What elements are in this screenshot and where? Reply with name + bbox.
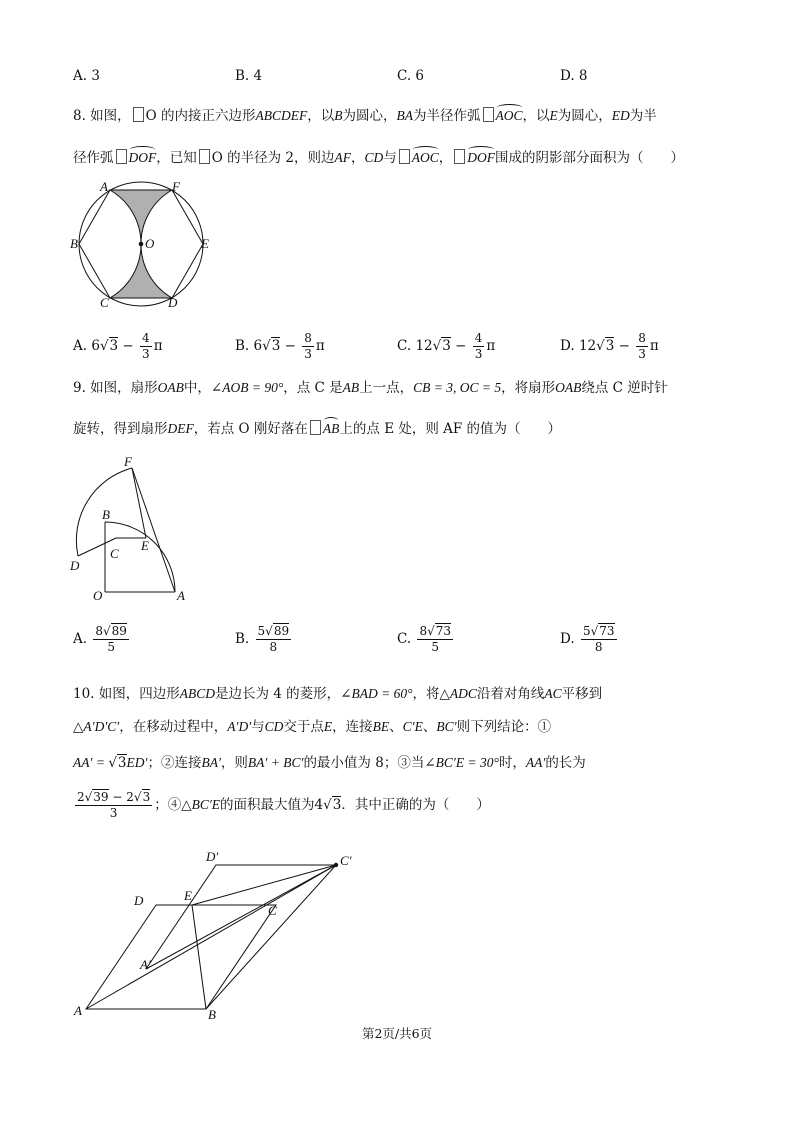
q8-label-b: B: [70, 236, 78, 251]
q8-label-d: D: [168, 295, 178, 310]
q10-label-d: D: [134, 893, 144, 908]
q8-option-c: C. 12√3 − $\frac{4}{3}$ π: [397, 331, 496, 361]
q10-line-1: 10. 如图，四边形ABCD是边长为 4 的菱形，∠BAD = 60°，将△ADC沿着对角线AC平移到: [73, 686, 603, 702]
q7-option-b: B. 4: [235, 68, 263, 84]
q10-label-b: B: [208, 1007, 216, 1022]
q10-line-2: △A′D′C′，在移动过程中，A′D′与CD交于点E，连接BE、C′E、BC′则下列结论：①: [73, 719, 552, 735]
q8-label-c: C: [100, 295, 109, 310]
q8-option-d: D. 12√3 − $\frac{8}{3}$ π: [560, 331, 659, 361]
q10-seg-bcprime: [206, 865, 336, 1009]
arc-symbol-icon: [310, 420, 321, 435]
q7-option-a: A. 3: [73, 68, 100, 84]
q8-figure: [70, 180, 220, 315]
q10-point-cprime: [334, 863, 338, 867]
q10-diagonal-ac: [86, 865, 336, 1009]
circle-symbol-icon: [199, 149, 210, 164]
q9-label-d: D: [70, 558, 80, 573]
q10-rhombus-abcd: [86, 905, 276, 1009]
q8-option-b: B. 6√3 − $\frac{8}{3}$ π: [235, 331, 325, 361]
q8-option-a: A. 6√3 − $\frac{4}{3}$ π: [73, 331, 163, 361]
q10-seg-ecprime: [192, 865, 336, 905]
q10-label-a: A: [74, 1003, 82, 1018]
q9-option-d: D. $\frac{5√73}{8}$: [560, 624, 615, 654]
q10-translated-triangle: [146, 865, 336, 969]
q10-line-3: AA′ = √3ED′；②连接BA′，则BA′ + BC′的最小值为 8；③当∠BC′E = 30°时，AA′的长为: [73, 755, 586, 771]
q9-label-f: F: [124, 454, 132, 469]
q8-label-o: O: [145, 236, 155, 251]
q8-label-e: E: [201, 236, 209, 251]
q10-label-e: E: [184, 888, 192, 903]
arc-symbol-icon: [116, 149, 127, 164]
q10-label-dprime: D′: [206, 849, 219, 864]
q9-option-a: A. $\frac{8√89}{5}$: [73, 624, 127, 654]
q10-line-4: $\frac{2√39 - 2√3}{3}$ ；④△BC′E的面积最大值为4√3．其中正确的为（ ）: [77, 790, 490, 820]
arc-symbol-icon: [399, 149, 410, 164]
q9-label-e: E: [141, 538, 149, 553]
q8-label-f: F: [172, 179, 180, 194]
q10-label-cprime: C′: [340, 853, 352, 868]
q7-option-c: C. 6: [397, 68, 425, 84]
q9-line-2: 旋转，得到扇形DEF，若点 O 刚好落在 AB上的点 E 处，则 AF 的值为（ ）: [73, 421, 562, 437]
q8-line-1: 8. 如图， O 的内接正六边形ABCDEF，以B为圆心，BA为半径作弧 AOC，以E为圆心，ED为半: [73, 108, 657, 124]
q10-label-aprime: A′: [140, 957, 151, 972]
q10-label-c: C: [268, 903, 277, 918]
q9-option-b: B. $\frac{5√89}{8}$: [235, 624, 290, 654]
circle-symbol-icon: [133, 107, 144, 122]
q8-shaded-bottom: [110, 244, 172, 298]
q8-shaded-top: [110, 190, 172, 244]
q9-label-o: O: [93, 588, 103, 603]
q9-line-1: 9. 如图，扇形OAB中，∠AOB = 90°，点 C 是AB上一点，CB = 3, OC = 5，将扇形OAB绕点 C 逆时针: [73, 380, 668, 396]
q9-label-c: C: [110, 546, 119, 561]
q9-figure: [68, 452, 203, 607]
arc-symbol-icon: [454, 149, 465, 164]
q7-option-d: D. 8: [560, 68, 588, 84]
q8-label-a: A: [100, 179, 108, 194]
q8-center-point: [139, 242, 144, 247]
q10-answer-fraction: $\frac{2√39 - 2√3}{3}$: [77, 790, 151, 820]
arc-symbol-icon: [483, 107, 494, 122]
page-footer: 第2页/共6页: [361, 1026, 433, 1041]
q10-figure: [70, 845, 370, 1020]
q9-label-b: B: [102, 507, 110, 522]
q9-option-c: C. $\frac{8√73}{5}$: [397, 624, 452, 654]
q8-line-2: 径作弧 DOF，已知 O 的半径为 2，则边AF，CD与 AOC， DOF围成的阴影部分面积为（ ）: [73, 150, 685, 166]
q10-seg-be: [192, 905, 206, 1009]
q9-label-a: A: [177, 588, 185, 603]
